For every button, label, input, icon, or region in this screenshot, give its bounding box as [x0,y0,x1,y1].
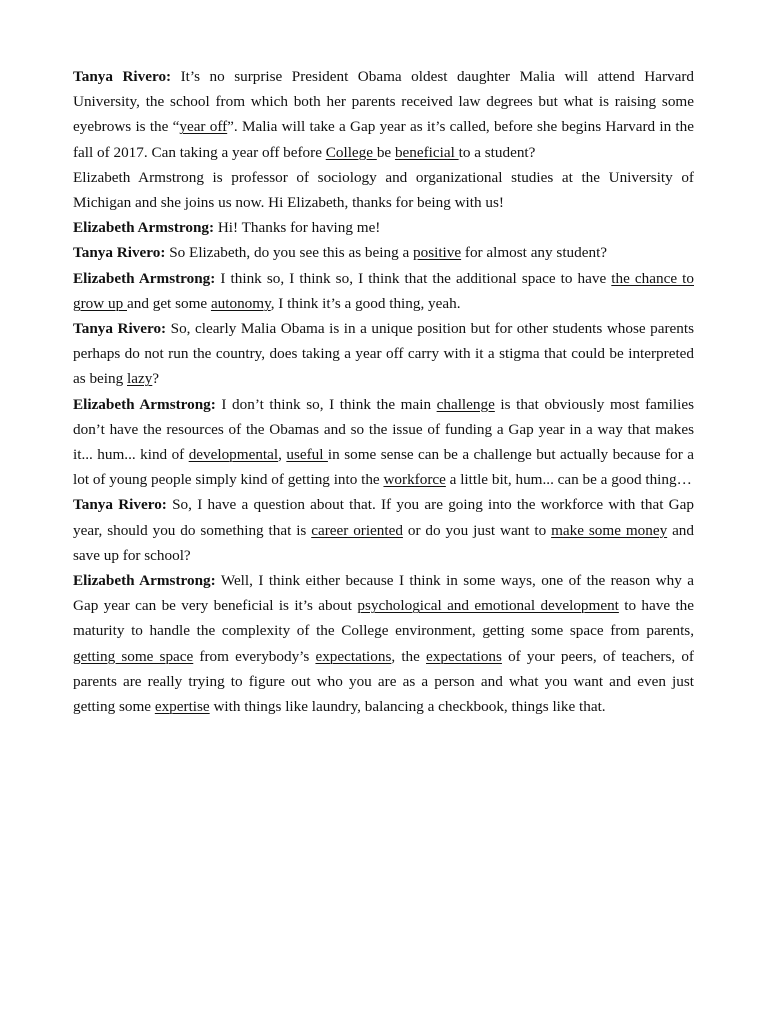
underlined-phrase: career oriented [311,521,403,539]
body-text: Elizabeth Armstrong is professor of sociology and organizational studies at the University of Michigan and she joins us now. Hi Elizabeth, thanks for being with us! [73,168,694,212]
body-text: with things like laundry, balancing a checkbook, things like that. [209,698,606,716]
speaker-name: Elizabeth Armstrong: [73,572,216,590]
body-text: in some sense can be a challenge but actually because for a lot of young people simply kind of getting into the [73,446,694,489]
speaker-name: Tanya Rivero: [73,320,167,338]
underlined-phrase: developmental [188,446,279,464]
body-text: from everybody’s [193,647,316,665]
speaker-name: Elizabeth Armstrong: [73,219,215,237]
body-text: , the [391,647,427,665]
underlined-phrase: expectations [315,647,392,665]
transcript-paragraph [73,165,694,215]
body-text: So Elizabeth, do you see this as being a [165,244,413,262]
underlined-phrase: make some money [551,521,668,539]
body-text: I don’t think so, I think the main [215,395,437,413]
transcript-paragraph [73,215,694,240]
body-text: I think so, I think so, I think that the additional space to have [215,269,612,287]
underlined-phrase: workforce [383,471,446,489]
body-text: Hi! Thanks for having me! [214,219,381,237]
underlined-phrase: useful [286,446,328,464]
speaker-name: Elizabeth Armstrong: [73,395,216,413]
transcript-paragraph [73,392,694,493]
body-text: be [376,143,395,161]
body-text: or do you just want to [402,521,552,539]
underlined-phrase: year off [179,118,228,136]
body-text: ”. Malia will take a Gap year as it’s called, before she begins Harvard in the fall of 2017. Can taking a year off before [73,118,694,161]
underlined-phrase: College [325,143,377,161]
transcript-paragraph [73,492,694,568]
body-text: ? [152,370,160,388]
speaker-name: Tanya Rivero: [73,68,172,85]
body-text: to a student? [458,143,536,161]
body-text: for almost any student? [461,244,608,262]
transcript-paragraph [73,240,694,265]
speaker-name: Elizabeth Armstrong: [73,269,216,287]
body-text: and save up for school? [73,521,694,564]
underlined-phrase: positive [413,244,462,262]
transcript-body [73,64,694,719]
underlined-phrase: challenge [436,395,495,413]
transcript-paragraph [73,64,694,165]
body-text: is that obviously most families don’t have the resources of the Obamas and so the issue of funding a Gap year in a way that makes it... hum... kind of [73,395,694,464]
underlined-phrase: expectations [426,647,502,665]
body-text: of your peers, of teachers, of parents are really trying to figure out who you are as a person and what you want and even just getting some [73,647,694,716]
underlined-phrase: beneficial [394,143,459,161]
body-text: to have the maturity to handle the complexity of the College environment, getting some space from parents, [73,597,694,640]
body-text: It’s no surprise President Obama oldest daughter Malia will attend Harvard University, the school from which both her parents received law degrees but what is raising some eyebrows is the “ [73,68,694,136]
transcript-paragraph [73,568,694,719]
underlined-phrase: psychological and emotional development [357,597,619,615]
body-text: , I think it’s a good thing, yeah. [270,294,461,312]
body-text: So, I have a question about that. If you are going into the workforce with that Gap year, should you do something that is [73,496,694,539]
underlined-phrase: autonomy [210,294,271,312]
underlined-phrase: expertise [154,698,210,716]
speaker-name: Tanya Rivero: [73,244,166,262]
body-text: and get some [127,294,211,312]
underlined-phrase: getting some space [73,647,194,665]
body-text: , [278,446,287,464]
speaker-name: Tanya Rivero: [73,496,167,514]
body-text: Well, I think either because I think in some ways, one of the reason why a Gap year can be very beneficial is it’s about [73,572,694,615]
body-text: a little bit, hum... can be a good thing… [445,471,692,489]
underlined-phrase: the chance to grow up [73,269,694,312]
transcript-paragraph [73,316,694,392]
document-page [73,64,694,719]
body-text: So, clearly Malia Obama is in a unique position but for other students whose parents perhaps do not run the country, does taking a year off carry with it a stigma that could be interpreted as being [73,320,694,388]
transcript-paragraph [73,266,694,316]
underlined-phrase: lazy [127,370,153,388]
